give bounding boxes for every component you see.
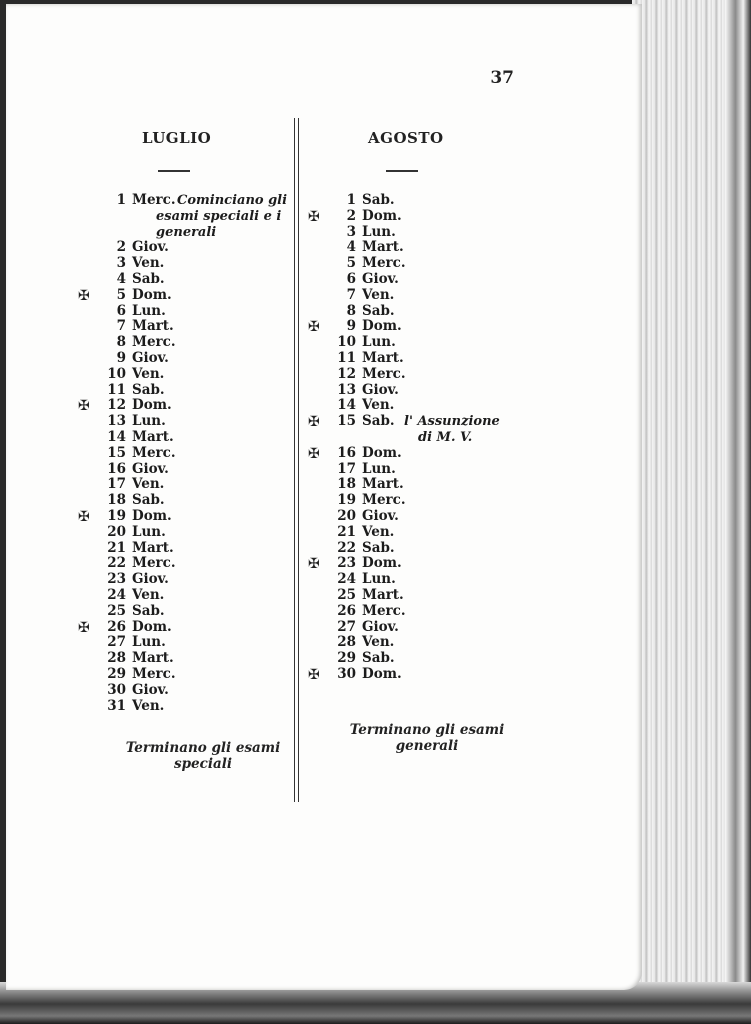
weekday-abbrev: Sab. [132,602,165,619]
weekday-abbrev: Ven. [362,523,395,540]
cross-pattee-icon: ✠ [308,556,320,573]
title-rule-luglio [158,170,190,172]
day-number: 20 [337,507,356,524]
weekday-abbrev: Dom. [362,207,402,224]
weekday-abbrev: Mart. [132,428,174,445]
day-number: 23 [337,555,356,572]
cross-pattee-icon: ✠ [308,319,320,336]
day-number: 1 [116,192,126,208]
weekday-abbrev: Dom. [132,397,172,414]
day-number: 19 [337,492,356,509]
day-number: 29 [337,650,356,667]
day-number: 26 [337,602,356,619]
footer-note-line: Terminano gli esami [349,722,505,738]
month-title-luglio: LUGLIO [142,129,212,147]
day-number: 17 [107,476,126,493]
weekday-abbrev: Mart. [362,239,404,256]
day-number: 7 [346,286,356,303]
cross-pattee-icon: ✠ [308,445,320,462]
day-number: 17 [337,460,356,477]
weekday-abbrev: Giov. [132,571,169,588]
day-number: 13 [107,413,126,430]
weekday-abbrev: Giov. [132,681,169,698]
footer-note-agosto [342,722,512,754]
cross-pattee-icon: ✠ [308,666,320,683]
day-number: 28 [337,634,356,651]
weekday-abbrev: Merc. [132,192,176,208]
day-number: 30 [107,681,126,698]
day-number: 24 [107,586,126,603]
calendar-page [6,4,642,990]
weekday-abbrev: Merc. [362,365,406,382]
footer-note-line: Terminano gli esami [125,740,281,756]
weekday-abbrev: Ven. [362,634,395,651]
day-number: 12 [337,365,356,382]
day-number: 9 [346,318,356,335]
day-number: 3 [346,223,356,240]
weekday-abbrev: Merc. [362,255,406,272]
weekday-abbrev: Ven. [362,397,395,414]
weekday-abbrev: Lun. [362,460,396,477]
cross-pattee-icon: ✠ [308,414,320,431]
weekday-abbrev: Dom. [132,618,172,635]
weekday-abbrev: Sab. [362,650,395,667]
day-note: Cominciano gli [177,193,288,208]
weekday-abbrev: Mart. [362,476,404,493]
day-number: 19 [107,507,126,524]
day-number: 10 [107,365,126,382]
day-number: 23 [107,571,126,588]
weekday-abbrev: Merc. [362,492,406,509]
day-number: 1 [346,192,356,208]
day-number: 25 [337,586,356,603]
day-note-continuation: generali [156,224,217,240]
weekday-abbrev: Sab. [362,413,395,430]
weekday-abbrev: Giov. [362,381,399,398]
cross-pattee-icon: ✠ [78,508,90,525]
weekday-abbrev: Giov. [132,239,169,256]
day-number: 15 [337,413,356,430]
weekday-abbrev: Sab. [132,270,165,287]
weekday-abbrev: Lun. [132,413,166,430]
day-number: 4 [116,270,126,287]
day-number: 6 [116,302,126,319]
day-number: 16 [337,444,356,461]
day-number: 5 [346,255,356,272]
weekday-abbrev: Dom. [362,444,402,461]
day-number: 10 [337,334,356,351]
weekday-abbrev: Sab. [362,192,395,208]
day-number: 8 [346,302,356,319]
day-number: 4 [346,239,356,256]
weekday-abbrev: Mart. [362,586,404,603]
cross-pattee-icon: ✠ [78,287,90,304]
day-number: 25 [107,602,126,619]
day-number: 24 [337,571,356,588]
day-number: 18 [107,492,126,509]
weekday-abbrev: Lun. [362,223,396,240]
day-number: 13 [337,381,356,398]
weekday-abbrev: Sab. [362,302,395,319]
title-rule-agosto [386,170,418,172]
weekday-abbrev: Dom. [362,665,402,682]
weekday-abbrev: Giov. [132,349,169,366]
day-note-continuation: di M. V. [418,429,473,445]
day-number: 15 [107,444,126,461]
day-number: 9 [116,349,126,366]
weekday-abbrev: Giov. [362,618,399,635]
weekday-abbrev: Dom. [362,318,402,335]
weekday-abbrev: Lun. [132,302,166,319]
cross-pattee-icon: ✠ [78,398,90,415]
footer-note-line: generali [395,738,459,754]
weekday-abbrev: Sab. [132,381,165,398]
day-number: 14 [337,397,356,414]
weekday-abbrev: Ven. [362,286,395,303]
day-number: 16 [107,460,126,477]
day-number: 26 [107,618,126,635]
day-number: 21 [107,539,126,556]
footer-note-line: speciali [174,756,232,772]
day-number: 6 [346,270,356,287]
weekday-abbrev: Sab. [132,492,165,509]
weekday-abbrev: Mart. [132,650,174,667]
day-number: 3 [116,255,126,272]
weekday-abbrev: Mart. [132,539,174,556]
weekday-abbrev: Dom. [132,507,172,524]
weekday-abbrev: Merc. [132,665,176,682]
day-number: 8 [116,334,126,351]
weekday-abbrev: Mart. [362,349,404,366]
weekday-abbrev: Ven. [132,697,165,714]
day-number: 5 [116,286,126,303]
day-number: 30 [337,665,356,682]
weekday-abbrev: Merc. [362,602,406,619]
cross-pattee-icon: ✠ [78,619,90,636]
weekday-abbrev: Giov. [362,270,399,287]
weekday-abbrev: Merc. [132,444,176,461]
weekday-abbrev: Merc. [132,334,176,351]
month-title-agosto: AGOSTO [368,129,444,147]
book-page-edges [632,0,751,1024]
weekday-abbrev: Lun. [362,334,396,351]
weekday-abbrev: Giov. [132,460,169,477]
weekday-abbrev: Merc. [132,555,176,572]
weekday-abbrev: Ven. [132,255,165,272]
day-note-continuation: esami speciali e i [156,208,282,224]
page-number: 37 [490,68,514,88]
weekday-abbrev: Giov. [362,507,399,524]
cross-pattee-icon: ✠ [308,208,320,225]
day-number: 14 [107,428,126,445]
day-number: 2 [346,207,356,224]
day-number: 18 [337,476,356,493]
day-number: 31 [107,697,126,714]
day-number: 11 [337,349,356,366]
day-number: 27 [107,634,126,651]
weekday-abbrev: Dom. [132,286,172,303]
day-number: 21 [337,523,356,540]
weekday-abbrev: Lun. [132,523,166,540]
day-number: 7 [116,318,126,335]
weekday-abbrev: Ven. [132,476,165,493]
footer-note-luglio [118,740,288,772]
weekday-abbrev: Mart. [132,318,174,335]
weekday-abbrev: Ven. [132,586,165,603]
day-number: 11 [107,381,126,398]
weekday-abbrev: Sab. [362,539,395,556]
column-divider [294,118,299,802]
day-number: 20 [107,523,126,540]
weekday-abbrev: Dom. [362,555,402,572]
day-number: 2 [116,239,126,256]
day-number: 29 [107,665,126,682]
day-number: 28 [107,650,126,667]
day-number: 22 [107,555,126,572]
day-note: l' Assunzione [404,414,500,430]
day-number: 12 [107,397,126,414]
weekday-abbrev: Lun. [362,571,396,588]
day-number: 27 [337,618,356,635]
weekday-abbrev: Lun. [132,634,166,651]
weekday-abbrev: Ven. [132,365,165,382]
day-number: 22 [337,539,356,556]
